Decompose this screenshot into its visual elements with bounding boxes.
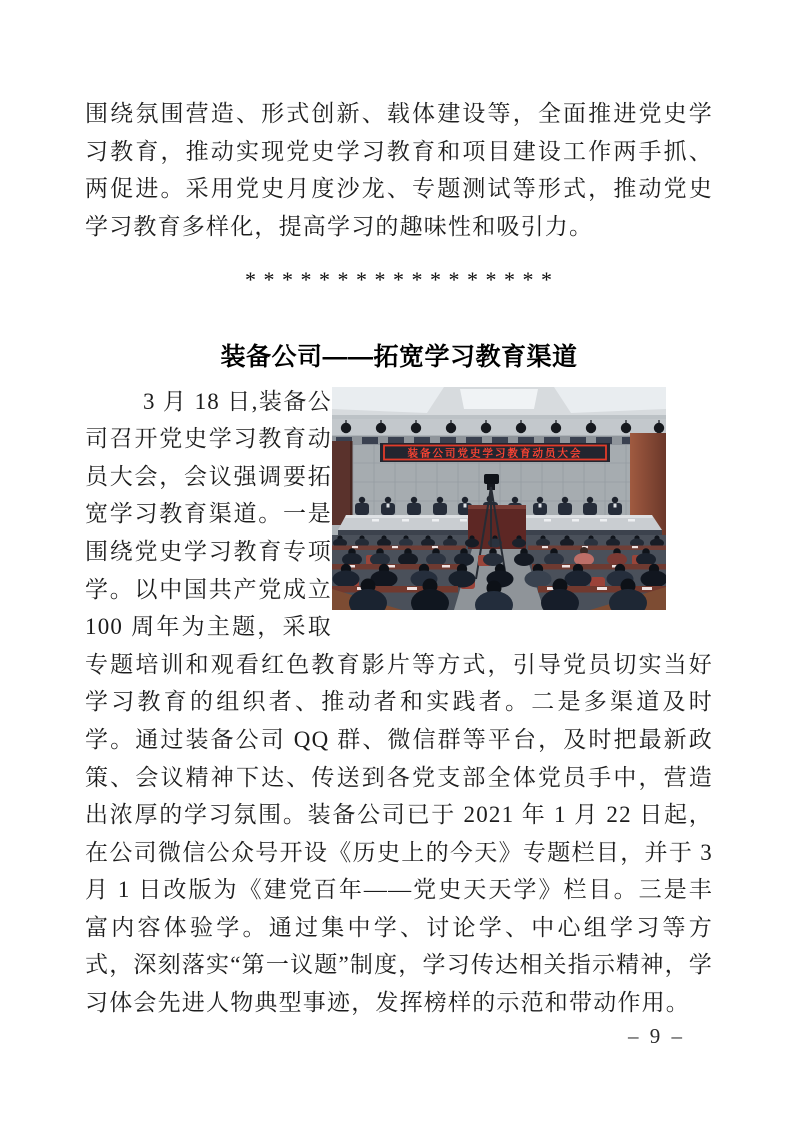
left-column-edge bbox=[350, 441, 353, 525]
left-column bbox=[332, 441, 352, 525]
photo-ceiling bbox=[332, 387, 666, 419]
photo-banner-text: 装备公司党史学习教育动员大会 bbox=[407, 447, 583, 460]
banner bbox=[380, 443, 610, 462]
paragraph-body: 3 月 18 日,装备公司召开党史学习教育动员大会，会议强调要拓宽学习教育渠道。一是围绕党史学习教育专项学。以中国共产党成立 100 周年为主题，采取专题培训和观看红色教育影片等方式，引导党员切实当好学习教育的组织者、推动者和实践者。二是多渠道及时学。通过装备公司 QQ 群、微信群等平台，及时把最新政策、会议精神下达、传送到各党支部全体党员手中，营造出浓厚的学习氛围。装备公司已于 2021 年 1 月 22 日起，在公司微信公众号开设《历史上的今天》专题栏目，并于 3 月 1 日改版为《建党百年——党史天天学》栏目。三是丰富内容体验学。通过集中学、讨论学、中心组学习等方式，深刻落实“第一议题”制度，学习传达相关指示精神，学习体会先进人物典型事迹，发挥榜样的示范和带动作用。 bbox=[85, 388, 713, 1016]
photo-container bbox=[332, 387, 713, 629]
section-separator: * * * * * * * * * * * * * * * * * bbox=[245, 267, 553, 293]
paragraph-top: 围绕氛围营造、形式创新、载体建设等，全面推进党史学习教育，推动实现党史学习教育和项目建设工作两手抓、两促进。采用党史月度沙龙、专题测试等形式，推动党史学习教育多样化，提高学习的趣味性和吸引力。 bbox=[85, 101, 713, 239]
page-number: – 9 – bbox=[628, 1023, 685, 1048]
paragraph-body-block bbox=[85, 383, 713, 1022]
stage-lights bbox=[332, 419, 666, 435]
section-heading: 装备公司——拓宽学习教育渠道 bbox=[220, 342, 578, 371]
meeting-photo bbox=[332, 387, 666, 610]
